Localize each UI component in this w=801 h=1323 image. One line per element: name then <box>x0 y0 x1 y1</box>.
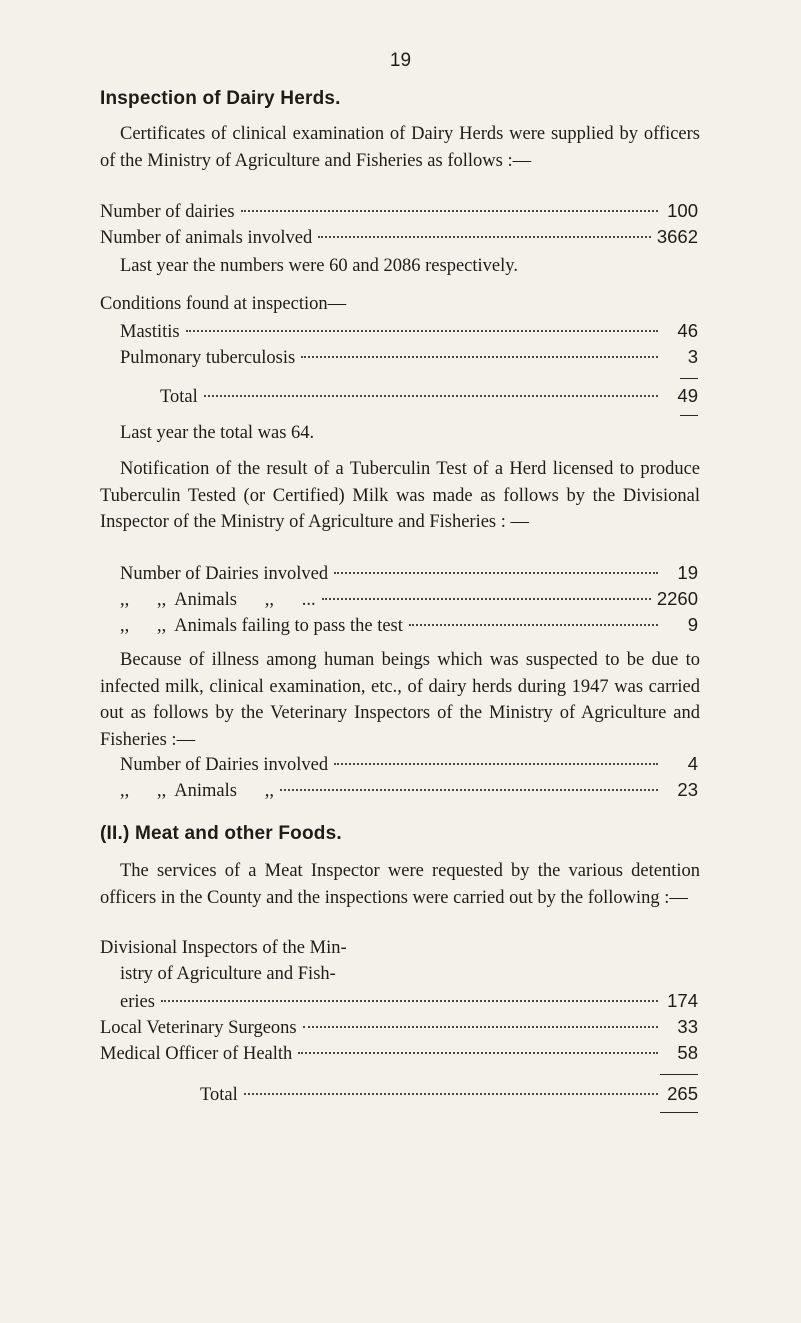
dot-leader <box>409 624 658 626</box>
dot-leader <box>322 598 651 600</box>
dot-leader <box>334 763 658 765</box>
page-number: 19 <box>389 50 412 71</box>
table-row <box>120 614 698 638</box>
row-value: 23 <box>677 779 698 800</box>
table-row <box>120 588 698 612</box>
divisional-line-2: istry of Agriculture and Fish- <box>120 964 336 984</box>
meat-intro-paragraph: The services of a Meat Inspector were requested by the various detention officers in the County and the inspections were carried out by the following :— <box>100 861 700 908</box>
notification-paragraph: Notification of the result of a Tuberculin Test of a Herd licensed to produce Tuberculin Tested (or Certified) Milk was made as follows by the Divisional Inspector of the Ministry of Agriculture and Fisheries : — <box>100 459 700 532</box>
table-row <box>100 1016 698 1040</box>
last-year-total: Last year the total was 64. <box>120 423 315 443</box>
dot-leader <box>280 789 658 791</box>
dot-leader <box>244 1093 658 1095</box>
row-label: Number of Dairies involved <box>120 564 329 584</box>
row-label: Number of dairies <box>100 202 235 222</box>
ditto-prefix: ,, ,, <box>120 781 167 801</box>
row-value: 58 <box>677 1042 698 1063</box>
total-rule <box>660 1074 698 1075</box>
row-value: 3662 <box>656 226 698 247</box>
dot-leader <box>301 356 658 358</box>
table-row <box>120 753 698 777</box>
table-row <box>120 320 698 344</box>
section-heading-meat-foods: (II.) Meat and other Foods. <box>100 823 342 844</box>
row-value: 3 <box>687 346 698 367</box>
total-row <box>160 385 698 409</box>
row-value: 46 <box>677 320 698 341</box>
row-value: 100 <box>667 200 698 221</box>
table-row <box>120 990 698 1014</box>
row-label: Number of animals involved <box>100 228 313 248</box>
row-label: Mastitis <box>120 322 180 342</box>
row-label: Local Veterinary Surgeons <box>100 1018 297 1038</box>
divisional-line-1: Divisional Inspectors of the Min- <box>100 938 347 958</box>
table-row <box>100 226 698 250</box>
dot-leader <box>298 1052 658 1054</box>
dot-leader <box>318 236 651 238</box>
total-label: Total <box>200 1085 238 1105</box>
dot-leader <box>204 395 658 397</box>
ditto-prefix: ,, ,, <box>120 590 167 610</box>
table-row <box>120 346 698 370</box>
row-label: Medical Officer of Health <box>100 1044 293 1064</box>
total-value: 265 <box>667 1083 698 1104</box>
row-label: eries <box>120 992 155 1012</box>
ditto-prefix: ,, ,, <box>120 616 167 636</box>
row-label: Number of Dairies involved <box>120 755 329 775</box>
row-value: 174 <box>667 990 698 1011</box>
row-label: Animals ,, ... <box>174 590 316 610</box>
table-row <box>120 779 698 803</box>
illness-paragraph: Because of illness among human beings which was suspected to be due to infected milk, clinical examination, etc., of dairy herds during 1947 was carried out as follows by the Veterinary Inspectors of the Ministry of Agriculture and Fisheries :— <box>100 650 700 750</box>
last-year-numbers: Last year the numbers were 60 and 2086 respectively. <box>120 256 518 276</box>
total-rule <box>660 1112 698 1113</box>
total-rule <box>680 415 698 416</box>
table-row <box>100 200 698 224</box>
dot-leader <box>161 1000 658 1002</box>
row-label: Pulmonary tuberculosis <box>120 348 296 368</box>
conditions-heading: Conditions found at inspection— <box>100 294 347 314</box>
row-value: 4 <box>687 753 698 774</box>
row-label: Animals failing to pass the test <box>174 616 403 636</box>
total-rule <box>680 378 698 379</box>
total-row <box>200 1083 698 1107</box>
table-row <box>120 562 698 586</box>
row-value: 9 <box>687 614 698 635</box>
dot-leader <box>241 210 658 212</box>
row-label: Animals ,, <box>174 781 274 801</box>
dot-leader <box>334 572 658 574</box>
total-value: 49 <box>677 385 698 406</box>
section-heading-dairy-herds: Inspection of Dairy Herds. <box>100 88 341 109</box>
total-label: Total <box>160 387 198 407</box>
row-value: 33 <box>677 1016 698 1037</box>
dot-leader <box>303 1026 658 1028</box>
row-value: 19 <box>677 562 698 583</box>
dot-leader <box>186 330 658 332</box>
row-value: 2260 <box>656 588 698 609</box>
intro-paragraph: Certificates of clinical examination of Dairy Herds were supplied by officers of the Ministry of Agriculture and Fisheries as follows :— <box>100 124 700 171</box>
table-row <box>100 1042 698 1066</box>
